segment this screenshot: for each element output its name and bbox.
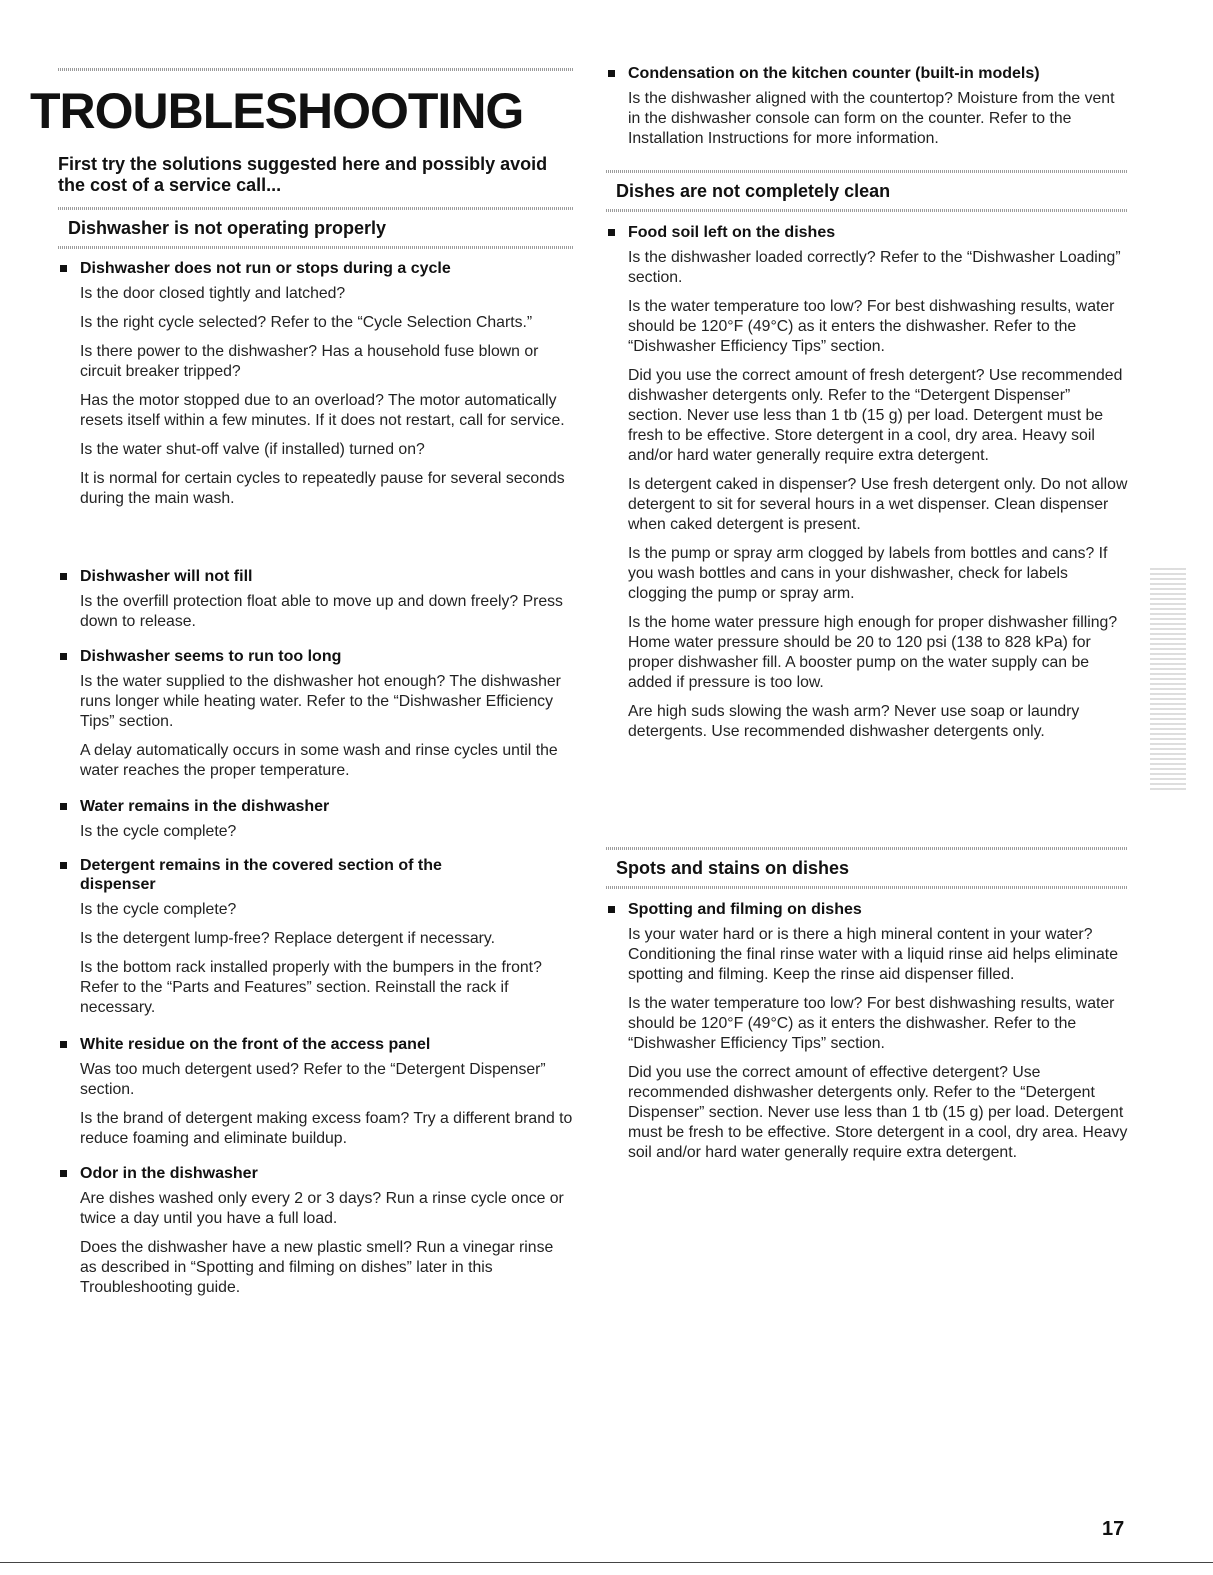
intro-text: First try the solutions suggested here and possibly avoid the cost of a service call...	[58, 154, 548, 195]
bullet-icon	[60, 862, 67, 869]
paragraph: Does the dishwasher have a new plastic smell? Run a vinegar rinse as described in “Spotting and filming on dishes” later in this Troubleshooting guide.	[80, 1239, 554, 1296]
paragraph: Is the water temperature too low? For best dishwashing results, water should be 120°F (49°C) as it enters the dishwasher. Refer to the “Dishwasher Efficiency Tips” section.	[628, 995, 1115, 1052]
item-title: Condensation on the kitchen counter (built-in models)	[606, 64, 1128, 83]
paragraph: Is there power to the dishwasher? Has a household fuse blown or circuit breaker tripped?	[80, 343, 539, 380]
item-title: Water remains in the dishwasher	[58, 797, 573, 816]
bullet-icon	[60, 803, 67, 810]
paragraph: Are dishes washed only every 2 or 3 days? Run a rinse cycle once or twice a day until you have a full load.	[80, 1190, 564, 1227]
top-rule	[58, 68, 573, 71]
paragraph: Is the right cycle selected? Refer to the “Cycle Selection Charts.”	[80, 314, 533, 331]
page-title: TROUBLESHOOTING	[30, 83, 524, 139]
bullet-icon	[60, 573, 67, 580]
paragraph: Is the water temperature too low? For best dishwashing results, water should be 120°F (49°C) as it enters the dishwasher. Refer to the “Dishwasher Efficiency Tips” section.	[628, 298, 1115, 355]
item-will-not-fill	[58, 567, 573, 641]
item-title: Dishwasher does not run or stops during a cycle	[58, 259, 573, 278]
item-title: Dishwasher will not fill	[58, 567, 573, 586]
paragraph: Is the dishwasher aligned with the countertop? Moisture from the vent in the dishwasher console can form on the counter. Refer to the Installation Instructions for more information.	[628, 90, 1115, 147]
item-title: Spotting and filming on dishes	[606, 900, 1128, 919]
bullet-icon	[60, 653, 67, 660]
item-water-remains	[58, 797, 573, 851]
item-white-residue	[58, 1035, 573, 1158]
bullet-icon	[608, 70, 615, 77]
item-title: Odor in the dishwasher	[58, 1164, 573, 1183]
paragraph: Is the brand of detergent making excess foam? Try a different brand to reduce foaming and eliminate buildup.	[80, 1110, 573, 1147]
paragraph: Are high suds slowing the wash arm? Never use soap or laundry detergents. Use recommended dishwasher detergents only.	[628, 703, 1080, 740]
paragraph: Did you use the correct amount of effective detergent? Use recommended dishwasher detergents only. Refer to the “Detergent Dispenser” section. Never use less than 1 tb (15 g) per load. Detergent must be fresh to be effective. Store detergent in a cool, dry area. Heavy soil and/or hard water generally require extra detergent.	[628, 1064, 1128, 1161]
paragraph: Is the water supplied to the dishwasher hot enough? The dishwasher runs longer while heating water. Refer to the “Dishwasher Efficiency Tips” section.	[80, 673, 561, 730]
item-spotting	[606, 900, 1128, 1172]
item-title: Dishwasher seems to run too long	[58, 647, 573, 666]
paragraph: Is the bottom rack installed properly with the bumpers in the front? Refer to the “Parts and Features” section. Reinstall the rack if necessary.	[80, 959, 542, 1016]
paragraph: Is the cycle complete?	[80, 901, 237, 918]
paragraph: Was too much detergent used? Refer to the “Detergent Dispenser” section.	[80, 1061, 546, 1098]
section-heading-spots: Spots and stains on dishes	[606, 857, 1128, 879]
item-title: Detergent remains in the covered section of the dispenser	[58, 856, 520, 894]
paragraph: Is the dishwasher loaded correctly? Refer to the “Dishwasher Loading” section.	[628, 249, 1121, 286]
page-edge-mark	[1150, 568, 1186, 790]
paragraph: Is the detergent lump-free? Replace detergent if necessary.	[80, 930, 496, 947]
bullet-icon	[60, 1170, 67, 1177]
section-heading-operating: Dishwasher is not operating properly	[58, 217, 573, 239]
bullet-icon	[608, 229, 615, 236]
item-condensation	[606, 64, 1128, 158]
paragraph: Did you use the correct amount of fresh detergent? Use recommended dishwasher detergents only. Refer to the “Detergent Dispenser” section. Never use less than 1 tb (15 g) per load. Detergent must be fresh to be effective. Store detergent in a cool, dry area. Heavy soil and/or hard water generally require extra detergent.	[628, 367, 1123, 464]
paragraph: Is the overfill protection float able to move up and down freely? Press down to release.	[80, 593, 563, 630]
item-runs-too-long	[58, 647, 573, 790]
bottom-rule	[0, 1562, 1213, 1563]
paragraph: Is the water shut-off valve (if installed) turned on?	[80, 441, 425, 458]
page-number: 17	[1102, 1518, 1125, 1540]
section-heading-not-clean: Dishes are not completely clean	[606, 180, 1128, 202]
paragraph: Has the motor stopped due to an overload? The motor automatically resets itself within a few minutes. If it does not restart, call for service.	[80, 392, 565, 429]
paragraph: Is the home water pressure high enough for proper dishwasher filling? Home water pressure should be 20 to 120 psi (138 to 828 kPa) for proper dishwasher fill. A booster pump on the water supply can be added if pressure is too low.	[628, 614, 1118, 691]
paragraph: Is the pump or spray arm clogged by labels from bottles and cans? If you wash bottles and cans in your dishwasher, check for labels clogging the pump or spray arm.	[628, 545, 1108, 602]
item-detergent-remains	[58, 856, 573, 1027]
paragraph: Is detergent caked in dispenser? Use fresh detergent only. Do not allow detergent to sit for several hours in a wet dispenser. Clean dispenser when caked detergent is present.	[628, 476, 1128, 533]
bullet-icon	[608, 906, 615, 913]
paragraph: It is normal for certain cycles to repeatedly pause for several seconds during the main wash.	[80, 470, 565, 507]
paragraph: A delay automatically occurs in some wash and rinse cycles until the water reaches the proper temperature.	[80, 742, 558, 779]
paragraph: Is the door closed tightly and latched?	[80, 285, 346, 302]
paragraph: Is the cycle complete?	[80, 823, 237, 840]
bullet-icon	[60, 1041, 67, 1048]
bullet-icon	[60, 265, 67, 272]
item-title: Food soil left on the dishes	[606, 223, 1128, 242]
item-title: White residue on the front of the access panel	[58, 1035, 573, 1054]
item-does-not-run	[58, 259, 573, 518]
paragraph: Is your water hard or is there a high mineral content in your water? Conditioning the final rinse water with a liquid rinse aid helps eliminate spotting and filming. Keep the rinse aid dispenser filled.	[628, 926, 1118, 983]
item-odor	[58, 1164, 573, 1307]
item-food-soil	[606, 223, 1128, 751]
